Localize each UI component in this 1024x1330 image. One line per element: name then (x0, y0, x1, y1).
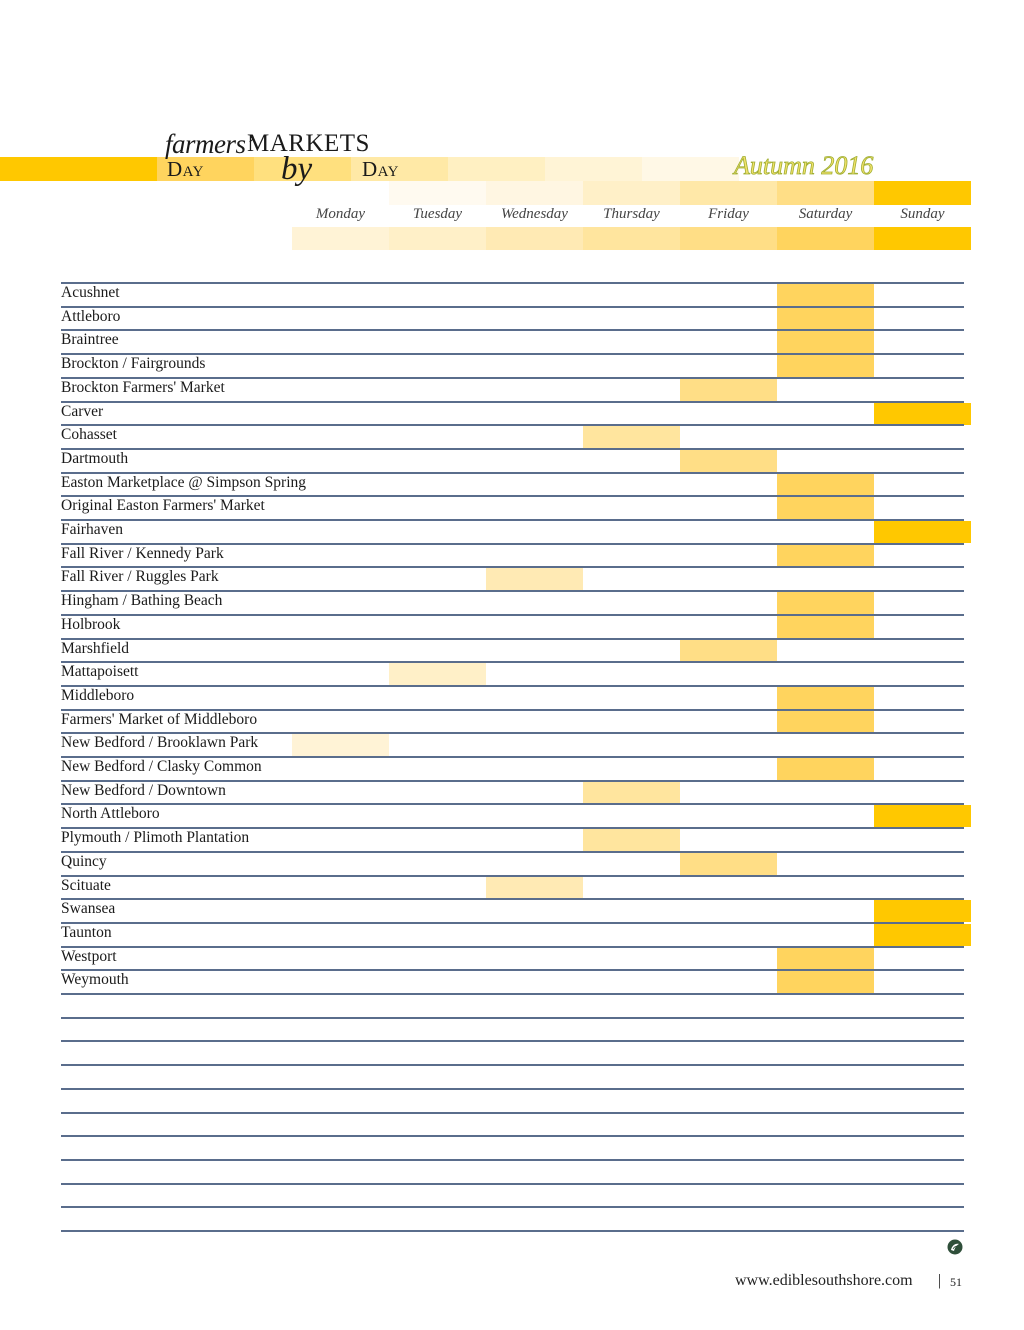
header-band-left (0, 157, 157, 181)
market-name: Middleboro (61, 687, 135, 704)
column-band-sunday-upper (874, 181, 971, 205)
market-day-cell (777, 687, 874, 709)
market-name: Farmers' Market of Middleboro (61, 711, 258, 728)
row-divider (61, 898, 964, 900)
market-name: Weymouth (61, 971, 129, 988)
market-name: Carver (61, 403, 104, 420)
header-band-mid1 (448, 157, 545, 181)
footer-separator: | (938, 1272, 942, 1289)
market-name: Braintree (61, 331, 119, 348)
market-day-cell (777, 331, 874, 353)
market-name: Mattapoisett (61, 663, 139, 680)
market-name: Taunton (61, 924, 112, 941)
market-name: North Attleboro (61, 805, 160, 822)
market-day-cell (777, 497, 874, 519)
market-day-cell (777, 355, 874, 377)
market-name: Quincy (61, 853, 107, 870)
title-by: by (281, 151, 313, 187)
day-label-wednesday: Wednesday (501, 206, 568, 222)
market-day-cell (389, 663, 486, 685)
row-divider (61, 993, 964, 995)
row-divider (61, 401, 964, 403)
market-name: Dartmouth (61, 450, 129, 467)
market-day-cell (777, 948, 874, 970)
footer-url[interactable]: www.ediblesouthshore.com (735, 1272, 913, 1289)
day-label-tuesday: Tuesday (412, 206, 463, 222)
market-name: Westport (61, 948, 117, 965)
title-day-1: Day (167, 157, 204, 181)
header-band-mid2 (545, 157, 642, 181)
market-day-cell (583, 829, 680, 851)
column-band-bottom-monday (292, 227, 389, 250)
column-band-top-tuesday (389, 181, 486, 205)
market-name: Original Easton Farmers' Market (61, 497, 265, 514)
market-name: New Bedford / Downtown (61, 782, 226, 799)
market-day-cell (292, 734, 389, 756)
day-label-friday: Friday (708, 206, 749, 222)
title-markets: MARKETS (247, 130, 370, 157)
market-day-cell (777, 616, 874, 638)
column-band-bottom-sunday (874, 227, 971, 250)
market-day-cell (486, 877, 583, 899)
row-divider (61, 424, 964, 426)
market-day-cell (680, 640, 777, 662)
row-divider (61, 1088, 964, 1090)
title-day-2: Day (362, 157, 399, 181)
column-band-bottom-wednesday (486, 227, 583, 250)
market-name: Cohasset (61, 426, 117, 443)
market-day-cell (874, 521, 971, 543)
row-divider (61, 922, 964, 924)
market-day-cell (777, 758, 874, 780)
market-name: Scituate (61, 877, 111, 894)
day-label-monday: Monday (315, 206, 366, 222)
row-divider (61, 851, 964, 853)
column-band-top-saturday (777, 181, 874, 205)
market-name: Marshfield (61, 640, 130, 657)
market-day-cell (486, 568, 583, 590)
market-name: Hingham / Bathing Beach (61, 592, 223, 609)
row-divider (61, 1230, 964, 1232)
row-divider (61, 1206, 964, 1208)
market-day-cell (777, 971, 874, 993)
market-day-cell (874, 924, 971, 946)
market-day-cell (777, 308, 874, 330)
row-divider (61, 519, 964, 521)
market-day-cell (583, 782, 680, 804)
market-day-cell (777, 592, 874, 614)
title-farmers: farmers’ (165, 129, 254, 159)
market-name: Plymouth / Plimoth Plantation (61, 829, 250, 846)
market-name: Holbrook (61, 616, 121, 633)
market-name: Fall River / Ruggles Park (61, 568, 219, 585)
row-divider (61, 1135, 964, 1137)
row-divider (61, 661, 964, 663)
header-band-mid3 (642, 157, 739, 181)
season-label: Autumn 2016 (734, 151, 874, 180)
column-band-bottom-thursday (583, 227, 680, 250)
day-label-saturday: Saturday (798, 206, 853, 222)
row-divider (61, 803, 964, 805)
market-name: Fairhaven (61, 521, 123, 538)
row-divider (61, 448, 964, 450)
row-divider (61, 1064, 964, 1066)
edible-logo-icon (947, 1239, 963, 1255)
column-band-bottom-friday (680, 227, 777, 250)
market-name: Brockton / Fairgrounds (61, 355, 206, 372)
column-band-top-thursday (583, 181, 680, 205)
market-name: Fall River / Kennedy Park (61, 545, 224, 562)
day-label-sunday: Sunday (900, 206, 945, 222)
column-band-top-wednesday (486, 181, 583, 205)
column-band-top-friday (680, 181, 777, 205)
market-name: New Bedford / Brooklawn Park (61, 734, 259, 751)
market-day-cell (874, 403, 971, 425)
column-band-bottom-tuesday (389, 227, 486, 250)
market-name: Acushnet (61, 284, 120, 301)
row-divider (61, 638, 964, 640)
market-day-cell (777, 284, 874, 306)
row-divider (61, 1183, 964, 1185)
row-divider (61, 1112, 964, 1114)
market-day-cell (583, 426, 680, 448)
market-day-cell (680, 853, 777, 875)
market-name: Easton Marketplace @ Simpson Spring (61, 474, 307, 491)
market-name: Attleboro (61, 308, 121, 325)
market-day-cell (777, 711, 874, 733)
row-divider (61, 1017, 964, 1019)
day-label-thursday: Thursday (603, 206, 660, 222)
column-band-bottom-saturday (777, 227, 874, 250)
market-day-cell (777, 474, 874, 496)
market-day-cell (680, 450, 777, 472)
market-name: Swansea (61, 900, 116, 917)
market-name: New Bedford / Clasky Common (61, 758, 262, 775)
row-divider (61, 1159, 964, 1161)
row-divider (61, 1040, 964, 1042)
market-day-cell (680, 379, 777, 401)
market-day-cell (874, 805, 971, 827)
page-number: 51 (950, 1275, 962, 1289)
market-day-cell (874, 900, 971, 922)
market-name: Brockton Farmers' Market (61, 379, 225, 396)
market-day-cell (777, 545, 874, 567)
